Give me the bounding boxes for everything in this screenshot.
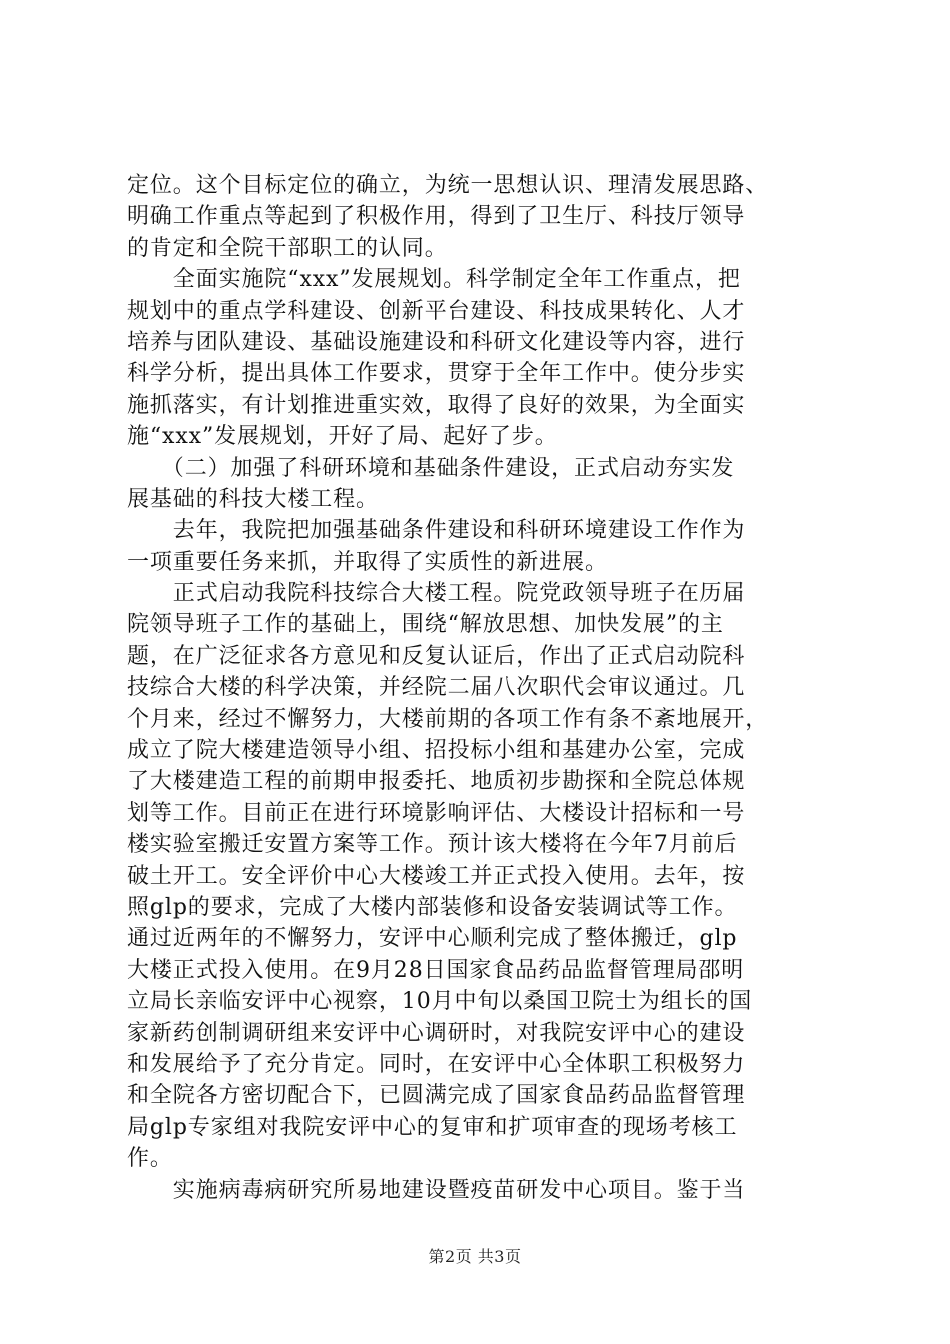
text-line: 个月来，经过不懈努力，大楼前期的各项工作有条不紊地展开， [127, 706, 769, 732]
text-line: 破土开工。安全评价中心大楼竣工并正式投入使用。去年，按 [127, 863, 746, 889]
text-line: 院领导班子工作的基础上，围绕“解放思想、加快发展”的主 [127, 612, 724, 638]
text-line: 明确工作重点等起到了积极作用，得到了卫生厅、科技厅领导 [127, 204, 746, 230]
text-line: 科学分析，提出具体工作要求，贯穿于全年工作中。使分步实 [127, 361, 746, 387]
section-heading-line: （二）加强了科研环境和基础条件建设，正式启动夯实发 [127, 455, 735, 481]
text-line: 家新药创制调研组来安评中心调研时，对我院安评中心的建设 [127, 1020, 746, 1046]
text-line: 实施病毒病研究所易地建设暨疫苗研发中心项目。鉴于当 [127, 1177, 746, 1203]
text-line: 正式启动我院科技综合大楼工程。院党政领导班子在历届 [127, 581, 746, 607]
text-line: 技综合大楼的科学决策，并经院二届八次职代会审议通过。几 [127, 675, 746, 701]
text-line: 全面实施院“xxx”发展规划。科学制定全年工作重点，把 [127, 267, 741, 293]
section-heading-line: 展基础的科技大楼工程。 [127, 486, 379, 512]
text-line: 施抓落实，有计划推进重实效，取得了良好的效果，为全面实 [127, 392, 746, 418]
text-line: 大楼正式投入使用。在9月28日国家食品药品监督管理局邵明 [127, 957, 745, 983]
page-number-footer: 第2页 共3页 [428, 1247, 522, 1266]
text-line: 培养与团队建设、基础设施建设和科研文化建设等内容，进行 [127, 329, 746, 355]
text-line: 作。 [127, 1146, 173, 1172]
text-line: 施“xxx”发展规划，开好了局、起好了步。 [127, 424, 558, 450]
text-line: 一项重要任务来抓，并取得了实质性的新进展。 [127, 549, 608, 575]
text-line: 定位。这个目标定位的确立，为统一思想认识、理清发展思路、 [127, 173, 769, 198]
text-line: 成立了院大楼建造领导小组、招投标小组和基建办公室，完成 [127, 738, 746, 764]
body-text [127, 170, 839, 1206]
text-line: 的肯定和全院干部职工的认同。 [127, 235, 448, 261]
text-line: 划等工作。目前正在进行环境影响评估、大楼设计招标和一号 [127, 800, 746, 826]
text-line: 和发展给予了充分肯定。同时，在安评中心全体职工积极努力 [127, 1051, 746, 1077]
text-line: 立局长亲临安评中心视察，10月中旬以桑国卫院士为组长的国 [127, 989, 753, 1015]
text-line: 去年，我院把加强基础条件建设和科研环境建设工作作为 [127, 518, 746, 544]
text-line: 局glp专家组对我院安评中心的复审和扩项审查的现场考核工 [127, 1114, 738, 1140]
text-line: 通过近两年的不懈努力，安评中心顺利完成了整体搬迁，glp [127, 926, 738, 952]
text-line: 题，在广泛征求各方意见和反复认证后，作出了正式启动院科 [127, 643, 746, 669]
text-line: 和全院各方密切配合下，已圆满完成了国家食品药品监督管理 [127, 1083, 746, 1109]
text-line: 了大楼建造工程的前期申报委托、地质初步勘探和全院总体规 [127, 769, 746, 795]
text-line: 规划中的重点学科建设、创新平台建设、科技成果转化、人才 [127, 298, 746, 324]
text-line: 楼实验室搬迁安置方案等工作。预计该大楼将在今年7月前后 [127, 832, 738, 858]
text-line: 照glp的要求，完成了大楼内部装修和设备安装调试等工作。 [127, 894, 738, 920]
